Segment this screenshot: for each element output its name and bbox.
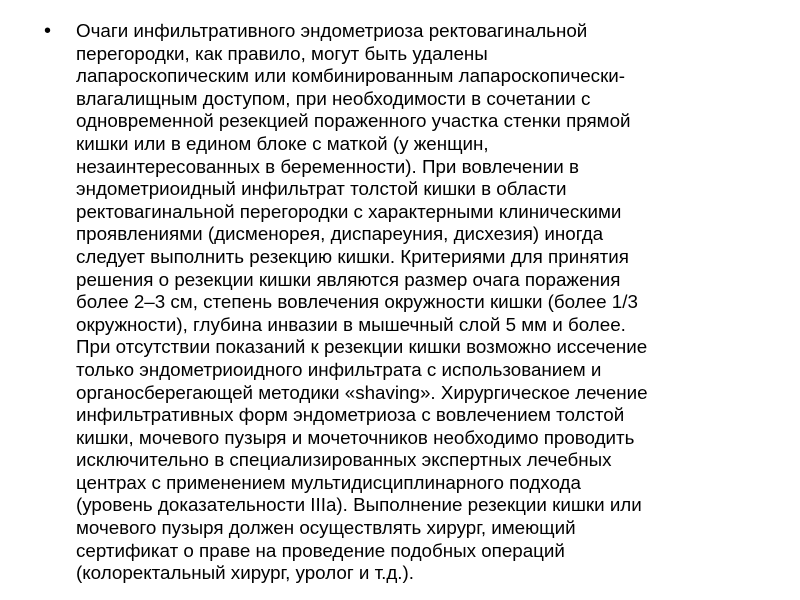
text-line: более 2–3 см, степень вовлечения окружности кишки (более 1/3 (76, 291, 638, 313)
text-line: эндометриоидный инфильтрат толстой кишки в области (76, 178, 567, 200)
text-line: перегородки, как правило, могут быть удалены (76, 42, 488, 64)
text-line: одновременной резекцией пораженного участка стенки прямой (76, 110, 631, 132)
text-line: (уровень доказательности IIIa). Выполнение резекции кишки или (76, 494, 642, 516)
text-line: кишки или в едином блоке с маткой (у женщин, (76, 132, 489, 154)
text-line: (колоректальный хирург, уролог и т.д.). (76, 562, 414, 584)
bullet-icon: • (44, 20, 52, 42)
text-line: центрах с применением мультидисциплинарного подхода (76, 471, 581, 493)
text-line: проявлениями (дисменорея, диспареуния, дисхезия) иногда (76, 223, 604, 245)
text-line: мочевого пузыря должен осуществлять хирург, имеющий (76, 517, 576, 539)
text-line: окружности), глубина инвазии в мышечный слой 5 мм и более. (76, 313, 626, 335)
text-line: незаинтересованных в беременности). При вовлечении в (76, 155, 579, 177)
text-line: сертификат о праве на проведение подобных операций (76, 539, 565, 561)
text-line: лапароскопическим или комбинированным лапароскопически- (76, 65, 626, 87)
text-line: органосберегающей методики «shaving». Хирургическое лечение (76, 381, 648, 403)
text-line: влагалищным доступом, при необходимости в сочетании с (76, 87, 591, 109)
text-line: следует выполнить резекцию кишки. Критериями для принятия (76, 245, 629, 267)
text-line: ректовагинальной перегородки с характерными клиническими (76, 200, 622, 222)
text-line: только эндометриоидного инфильтрата с использованием и (76, 358, 602, 380)
text-line: инфильтративных форм эндометриоза с вовлечением толстой (76, 404, 625, 426)
text-line: Очаги инфильтративного эндометриоза ректовагинальной (76, 20, 588, 41)
slide-content (44, 20, 764, 585)
bullet-item (44, 20, 764, 585)
bullet-paragraph (76, 20, 756, 585)
text-line: При отсутствии показаний к резекции кишки возможно иссечение (76, 336, 648, 358)
text-line: решения о резекции кишки являются размер очага поражения (76, 268, 621, 290)
text-line: кишки, мочевого пузыря и мочеточников необходимо проводить (76, 426, 635, 448)
text-line: исключительно в специализированных экспертных лечебных (76, 449, 612, 471)
